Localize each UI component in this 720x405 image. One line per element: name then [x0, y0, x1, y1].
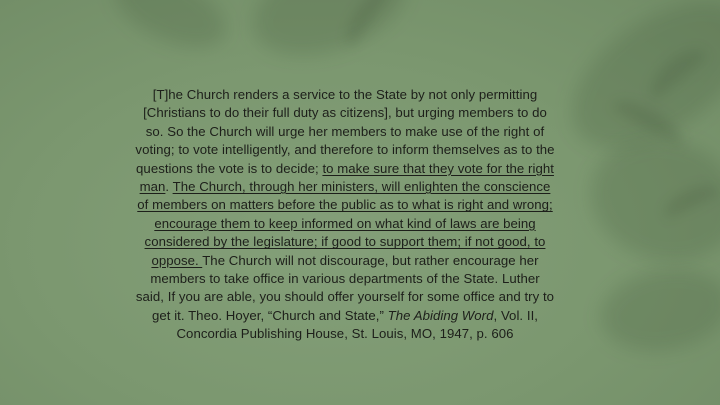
book-title: The Abiding Word — [387, 307, 494, 323]
leaf-shadow-right-lower — [594, 259, 720, 360]
leaf-shadow-top-left — [103, 0, 237, 63]
quote-continuation: The Church will not discourage, but rather encourage her members to take office in various departments of the State. Luther said, If you are able, you should offer yourself for some office and try to get it. Theo. Hoyer, “Church and State,” — [135, 252, 555, 323]
quote-separator: . — [165, 179, 173, 195]
quote-block — [135, 86, 555, 344]
leaf-shadow-top — [239, 0, 420, 75]
quote-intro: [T]he Church renders a service to the State by not only permitting [Christians to do their full duty as citizens], but urging members to do so. So the Church will urge her members to make use of the right of voting; to vote intelligently, and therefore to inform themselves as to the questions the vote is to decide; — [135, 87, 555, 176]
quote-underline-2: The Church, through her ministers, will enlighten the conscience of members on matters before the public as to what is right and wrong; encourage them to keep informed on what kind of laws are being considered by the legislature; if good to support them; if not good, to oppose. — [137, 179, 553, 268]
quote-text — [135, 86, 555, 344]
quote-underline-1: to make sure that they vote for the right man — [139, 160, 554, 195]
citation-tail: , Vol. II, Concordia Publishing House, St. Louis, MO, 1947, p. 606 — [176, 307, 538, 342]
